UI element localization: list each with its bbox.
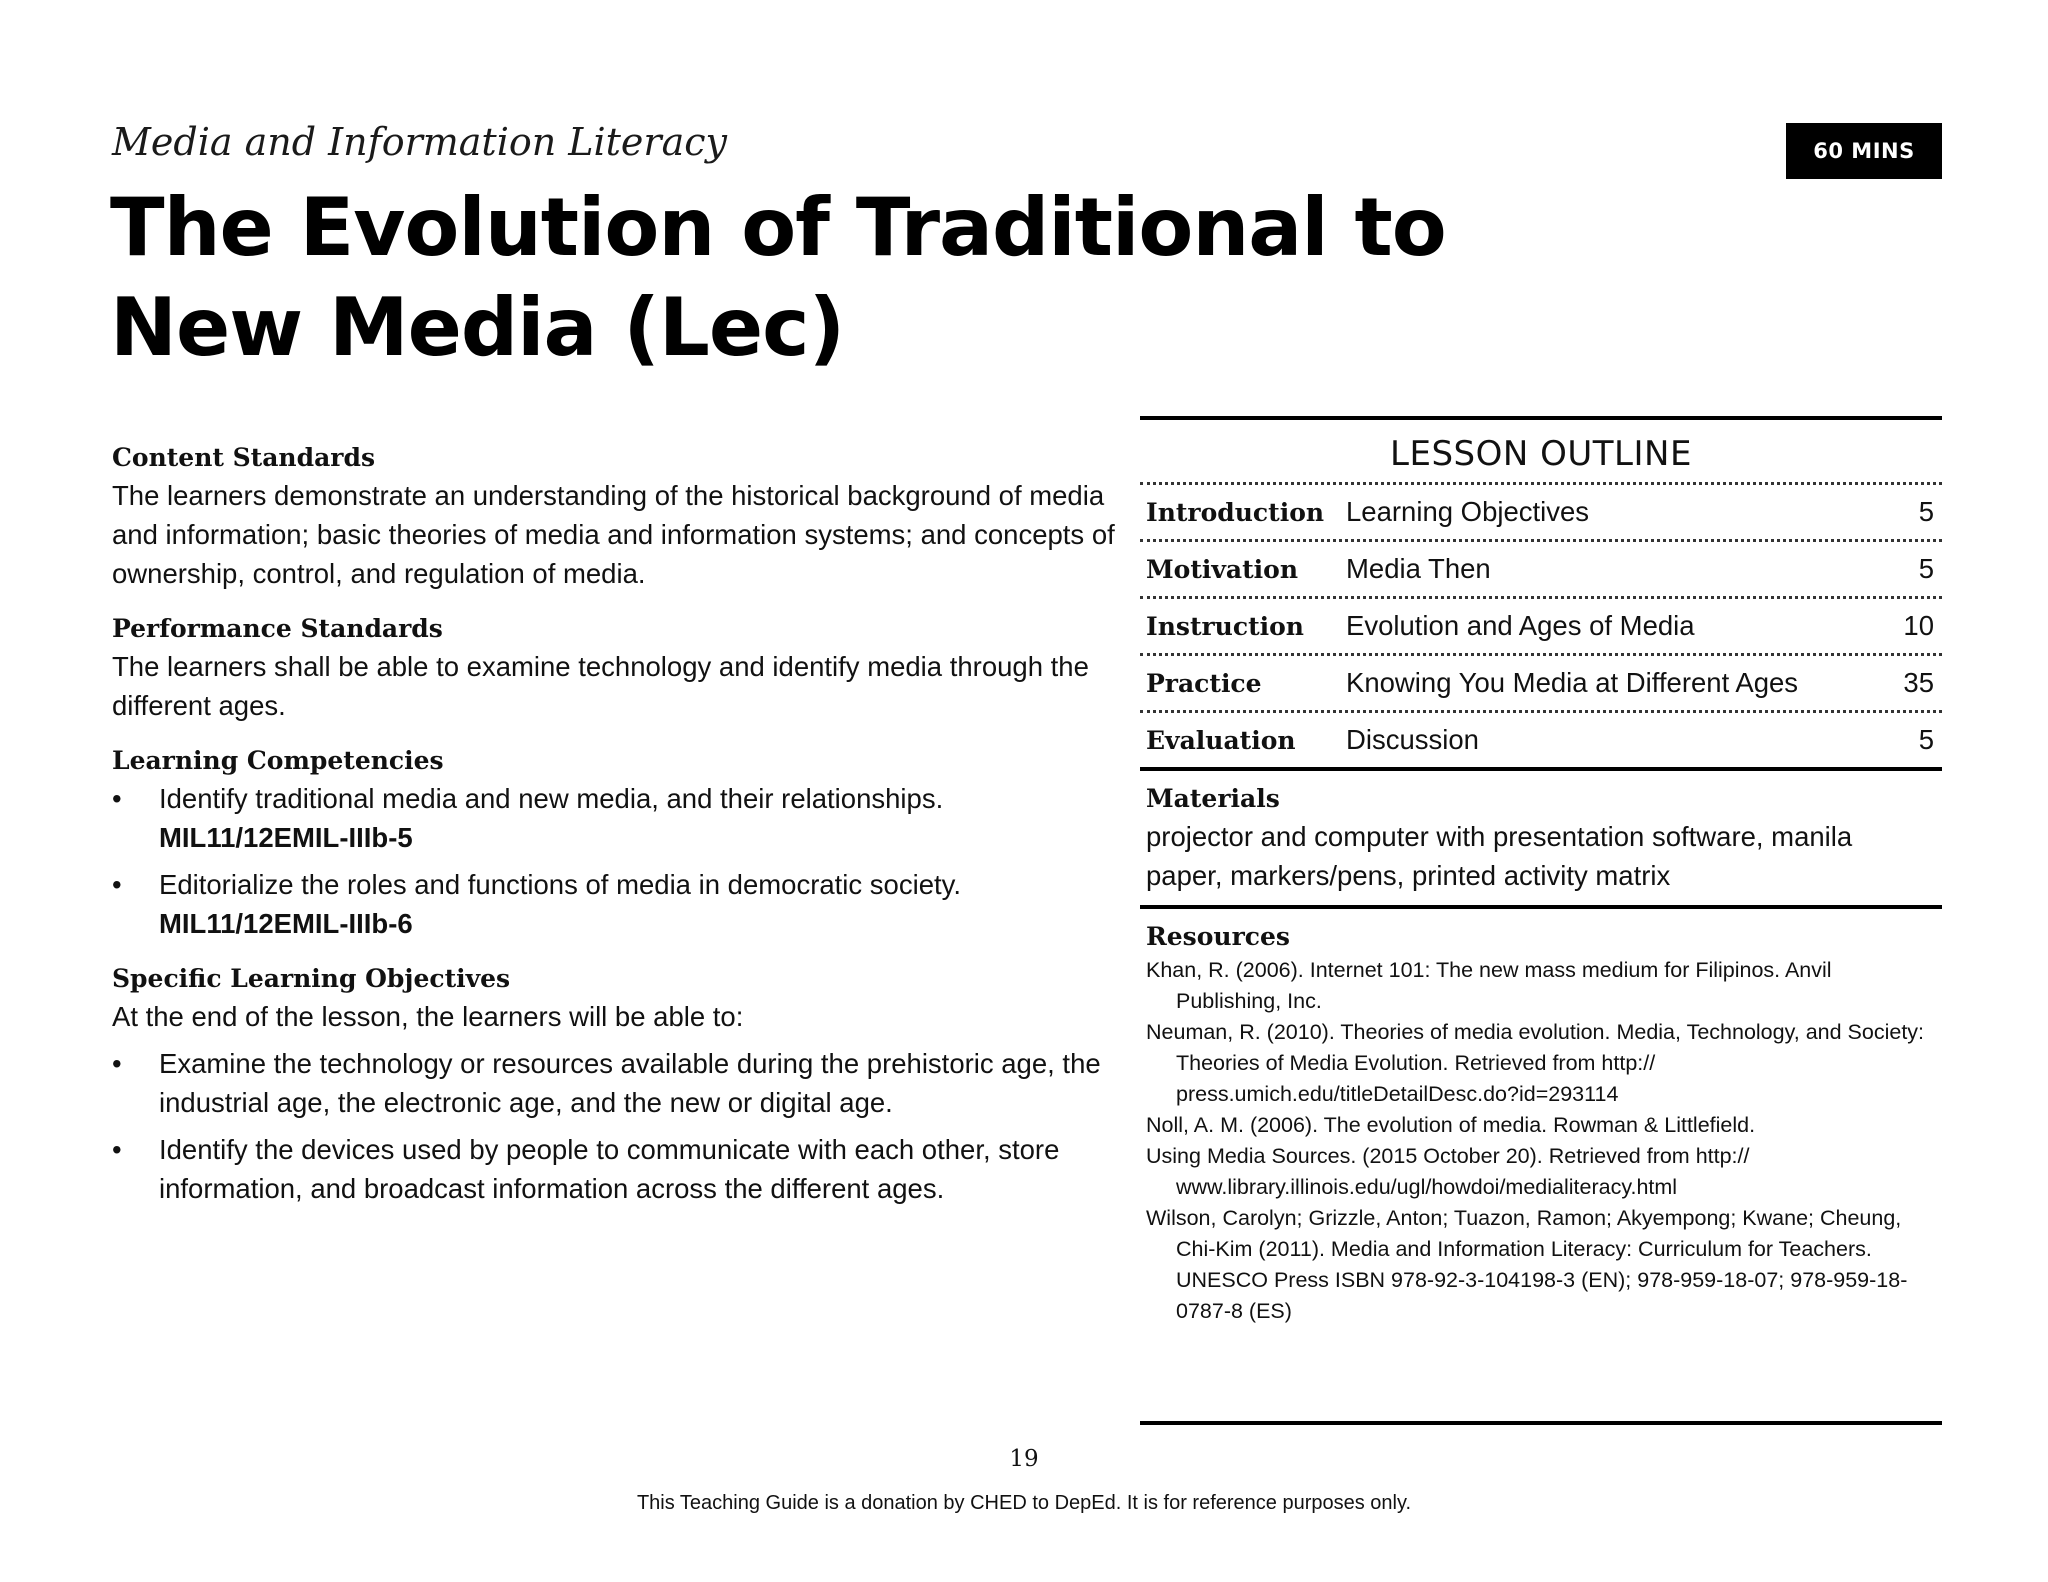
outline-row bbox=[1140, 485, 1942, 539]
learning-competencies-heading: Learning Competencies bbox=[112, 746, 444, 775]
specific-objectives-heading: Specific Learning Objectives bbox=[112, 964, 511, 993]
competency-list bbox=[112, 779, 1122, 943]
outline-phase: Instruction bbox=[1146, 611, 1304, 641]
page-number: 19 bbox=[1009, 1446, 1039, 1472]
content-standards-text: The learners demonstrate an understanding of the historical background of media and information; basic theories of media and information systems; and concepts of ownership, control, and regulation of media. bbox=[112, 480, 1115, 589]
bullet-icon: • bbox=[112, 783, 122, 814]
competency-code: MIL11/12EMIL-IIIb-5 bbox=[159, 822, 413, 853]
outline-row bbox=[1140, 542, 1942, 596]
objective-text: Identify the devices used by people to communicate with each other, store information, and broadcast information across the different ages. bbox=[159, 1134, 1060, 1204]
competency-text: Editorialize the roles and functions of media in democratic society. bbox=[159, 869, 961, 900]
outline-activity: Learning Objectives bbox=[1346, 496, 1590, 527]
specific-objectives-section bbox=[112, 961, 1122, 1208]
content-standards-heading: Content Standards bbox=[112, 443, 376, 472]
list-item bbox=[112, 1130, 1122, 1208]
outline-activity: Knowing You Media at Different Ages bbox=[1346, 667, 1799, 698]
performance-standards-heading: Performance Standards bbox=[112, 614, 443, 643]
materials-section bbox=[1140, 771, 1942, 905]
list-item bbox=[112, 779, 1122, 857]
outline-phase: Practice bbox=[1146, 668, 1262, 698]
outline-minutes: 5 bbox=[1918, 553, 1934, 584]
objective-text: Examine the technology or resources available during the prehistoric age, the industrial age, the electronic age, and the new or digital age. bbox=[159, 1048, 1101, 1118]
bullet-icon: • bbox=[112, 1134, 122, 1165]
standards-column bbox=[112, 440, 1122, 1226]
outline-minutes: 10 bbox=[1903, 610, 1934, 641]
list-item bbox=[112, 1044, 1122, 1122]
subject-name: Media and Information Literacy bbox=[112, 120, 727, 164]
learning-competencies-section bbox=[112, 743, 1122, 943]
resource-entry: Noll, A. M. (2006). The evolution of media. Rowman & Littlefield. bbox=[1146, 1113, 1756, 1137]
materials-text: projector and computer with presentation software, manila paper, markers/pens, printed activity matrix bbox=[1146, 821, 1853, 891]
outline-row bbox=[1140, 599, 1942, 653]
bullet-icon: • bbox=[112, 1048, 122, 1079]
divider bbox=[1140, 1421, 1942, 1425]
resource-entry: Neuman, R. (2010). Theories of media evolution. Media, Technology, and Society: Theories of Media Evolution. Retrieved from http:// press.umich.edu/titleDetailDesc.do?id=293114 bbox=[1146, 1020, 1925, 1106]
outline-phase: Introduction bbox=[1146, 497, 1325, 527]
outline-row bbox=[1140, 656, 1942, 710]
performance-standards-section bbox=[112, 611, 1122, 725]
resources-section bbox=[1140, 909, 1942, 1327]
materials-heading: Materials bbox=[1146, 784, 1280, 813]
list-item bbox=[112, 865, 1122, 943]
duration-badge: 60 MINS bbox=[1786, 123, 1942, 179]
footer-note: This Teaching Guide is a donation by CHED to DepEd. It is for reference purposes only. bbox=[636, 1492, 1412, 1514]
outline-row bbox=[1140, 713, 1942, 767]
content-standards-section bbox=[112, 440, 1122, 593]
resource-entry: Wilson, Carolyn; Grizzle, Anton; Tuazon, Ramon; Akyempong; Kwane; Cheung, Chi-Kim (2011). Media and Information Literacy: Curriculum for Teachers. UNESCO Press ISBN 978-92-3-104198-3 (EN); 978-959-18-07; 978-959-18-0787-8 (ES) bbox=[1146, 1206, 1908, 1323]
lesson-outline-heading: LESSON OUTLINE bbox=[1390, 434, 1692, 474]
bullet-icon: • bbox=[112, 869, 122, 900]
outline-activity: Discussion bbox=[1346, 724, 1479, 755]
resources-heading: Resources bbox=[1146, 922, 1290, 951]
competency-code: MIL11/12EMIL-IIIb-6 bbox=[159, 908, 413, 939]
resource-entry: Khan, R. (2006). Internet 101: The new mass medium for Filipinos. Anvil Publishing, Inc. bbox=[1146, 958, 1832, 1013]
outline-activity: Evolution and Ages of Media bbox=[1346, 610, 1695, 641]
outline-phase: Evaluation bbox=[1146, 725, 1296, 755]
objective-list bbox=[112, 1044, 1122, 1208]
specific-objectives-intro: At the end of the lesson, the learners will be able to: bbox=[112, 1001, 744, 1032]
outline-minutes: 5 bbox=[1918, 724, 1934, 755]
outline-activity: Media Then bbox=[1346, 553, 1491, 584]
performance-standards-text: The learners shall be able to examine technology and identify media through the different ages. bbox=[112, 651, 1089, 721]
resource-entry: Using Media Sources. (2015 October 20). Retrieved from http:// www.library.illinois.edu/ugl/howdoi/medialiteracy.html bbox=[1146, 1144, 1750, 1199]
outline-minutes: 35 bbox=[1903, 667, 1934, 698]
lesson-title: The Evolution of Traditional to New Media (Lec) bbox=[110, 181, 1446, 374]
lesson-sidebar bbox=[1140, 416, 1942, 1327]
outline-phase: Motivation bbox=[1146, 554, 1299, 584]
competency-text: Identify traditional media and new media, and their relationships. bbox=[159, 783, 944, 814]
outline-minutes: 5 bbox=[1918, 496, 1934, 527]
